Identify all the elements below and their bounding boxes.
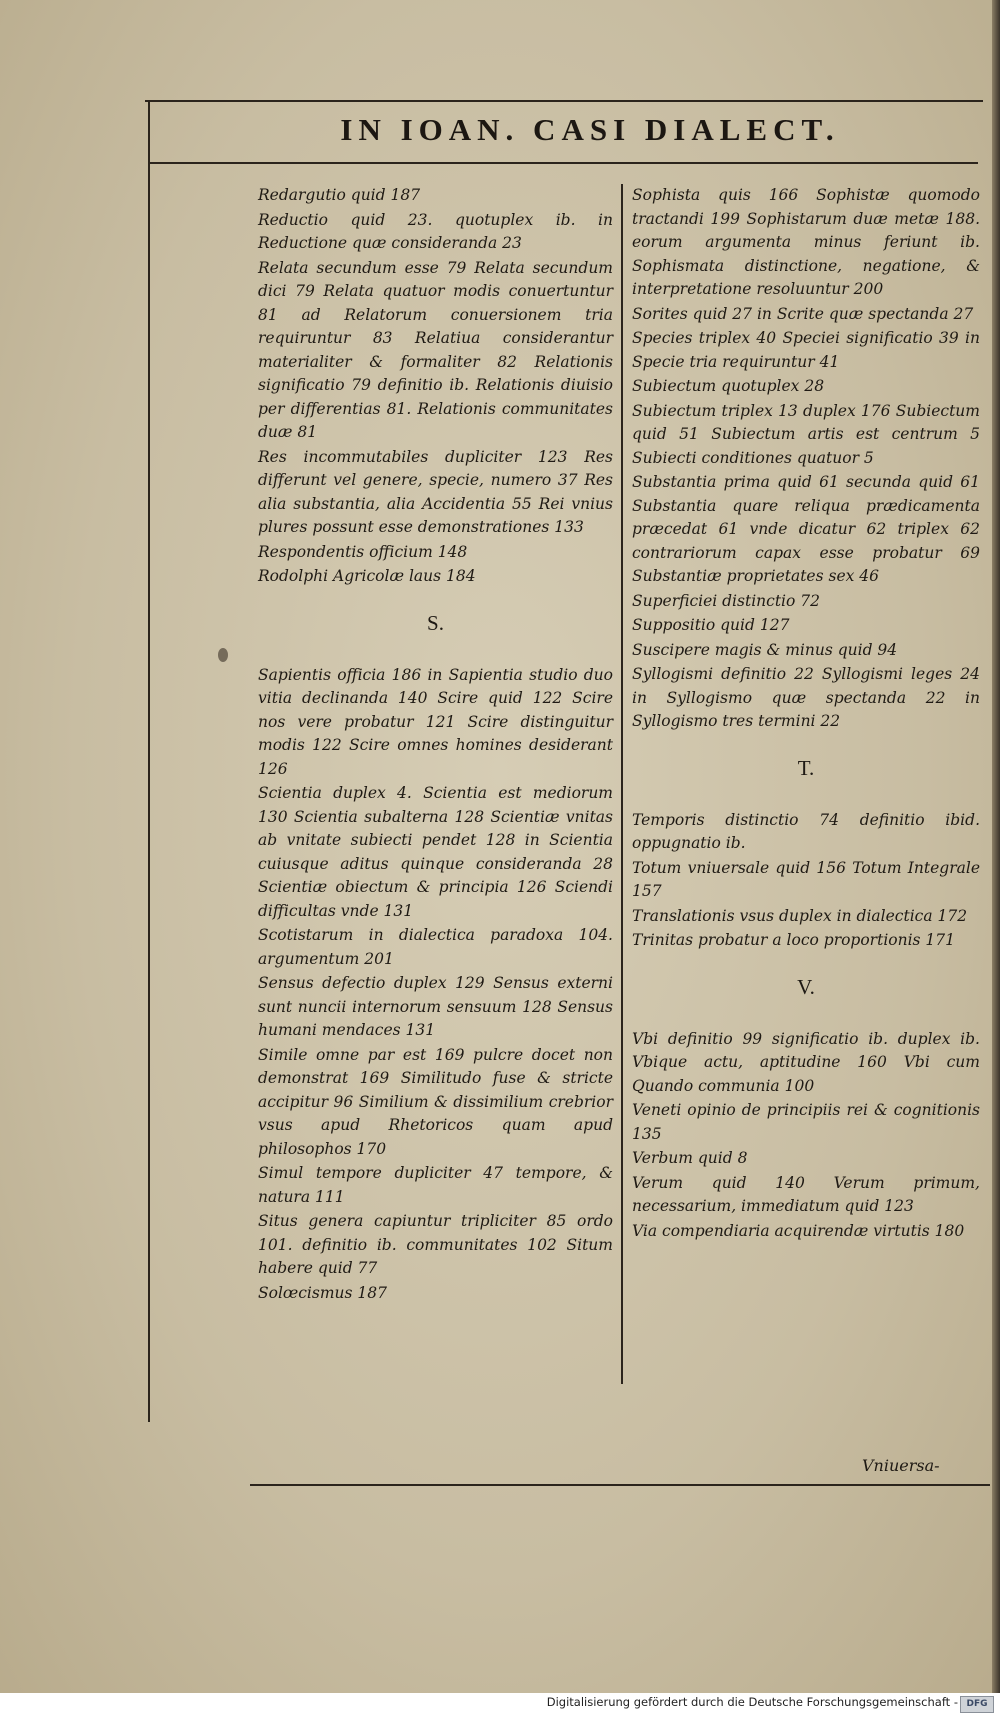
index-entry: Totum vniuersale quid 156 Totum Integrale 157 xyxy=(632,858,980,900)
index-entry: Sapientis officia 186 in Sapientia studio duo vitia declinanda 140 Scire quid 122 Scire nos vere probatur 121 Scire distinguitur modis 122 Scire omnes homines desiderant 126 xyxy=(258,665,613,778)
index-entry: Relata secundum esse 79 Relata secundum dici 79 Relata quatuor modis conuertuntur 81 ad Relatorum conuersionem tria requiruntur 83 Relatiua considerantur materialiter & formaliter 82 Relationis significatio 79 definitio ib. Relationis diuisio per differentias 81. Relationis communitates duæ 81 xyxy=(258,258,613,441)
index-entry: Reductio quid 23. quotuplex ib. in Reductione quæ consideranda 23 xyxy=(258,210,613,252)
right-column xyxy=(632,184,980,1244)
section-letter-v: V. xyxy=(797,974,815,999)
index-group-r xyxy=(258,184,613,589)
index-entry: Simul tempore dupliciter 47 tempore, & natura 111 xyxy=(258,1164,613,1206)
index-entry: Rodolphi Agricolæ laus 184 xyxy=(258,567,476,585)
top-rule xyxy=(145,100,983,102)
dfg-logo-icon[interactable]: DFG xyxy=(960,1696,994,1713)
index-group-s xyxy=(258,664,613,1306)
index-entry: Translationis vsus duplex in dialectica 172 xyxy=(632,906,968,925)
index-entry: Substantia prima quid 61 secunda quid 61 Substantia quare reliqua prædicamenta præcedat 61 vnde dicatur 62 triplex 62 contrariorum capax esse probatur 69 Substantiæ proprietates sex 46 xyxy=(632,473,980,585)
catchword: Vniuersa- xyxy=(862,1456,940,1475)
section-letter-s: S. xyxy=(427,610,444,635)
left-frame-rule xyxy=(148,100,150,1422)
index-entry: Trinitas probatur a loco proportionis 171 xyxy=(632,931,956,949)
running-head: IN IOAN. CASI DIALECT. xyxy=(340,112,840,147)
index-entry: Sorites quid 27 in Scrite quæ spectanda 27 xyxy=(632,304,974,323)
index-entry: Redargutio quid 187 xyxy=(258,186,421,204)
index-entry: Scotistarum in dialectica paradoxa 104. argumentum 201 xyxy=(258,926,613,968)
index-entry: Verbum quid 8 xyxy=(632,1149,748,1167)
index-entry: Sophista quis 166 Sophistæ quomodo tractandi 199 Sophistarum duæ metæ 188. eorum argumenta minus feriunt ib. Sophismata distinctione, negatione, & interpretatione resoluuntur 200 xyxy=(632,186,980,298)
index-group-t xyxy=(632,809,980,953)
index-entry: Species triplex 40 Speciei significatio 39 in Specie tria requiruntur 41 xyxy=(632,329,980,371)
index-entry: Suppositio quid 127 xyxy=(632,616,790,634)
index-entry: Solœcismus 187 xyxy=(258,1283,387,1302)
index-entry: Suscipere magis & minus quid 94 xyxy=(632,640,898,659)
index-entry: Res incommutabiles dupliciter 123 Res differunt vel genere, specie, numero 37 Res alia substantia, alia Accidentia 55 Rei vnius plures possunt esse demonstrationes 133 xyxy=(258,447,613,536)
index-entry: Superficiei distinctio 72 xyxy=(632,591,820,610)
index-entry: Sensus defectio duplex 129 Sensus externi sunt nuncii internorum sensuum 128 Sensus humani mendaces 131 xyxy=(258,974,613,1039)
bottom-rule xyxy=(250,1484,990,1486)
index-entry: Verum quid 140 Verum primum, necessarium, immediatum quid 123 xyxy=(632,1173,980,1215)
footer-credit: Digitalisierung gefördert durch die Deutsche Forschungsgemeinschaft - xyxy=(546,1695,958,1709)
ink-stain xyxy=(218,648,228,662)
header-rule xyxy=(148,162,978,164)
index-entry: Respondentis officium 148 xyxy=(258,542,468,561)
index-group-s-continued xyxy=(632,184,980,734)
digitization-footer xyxy=(0,1693,1000,1715)
section-letter-t: T. xyxy=(797,755,815,780)
index-entry: Temporis distinctio 74 definitio ibid. oppugnatio ib. xyxy=(632,810,980,852)
index-entry: Subiectum quotuplex 28 xyxy=(632,377,825,395)
index-entry: Simile omne par est 169 pulcre docet non demonstrat 169 Similitudo fuse & stricte accipitur 96 Similium & dissimilium crebrior vsus apud Rhetoricos quam apud philosophos 170 xyxy=(258,1045,613,1158)
index-entry: Syllogismi definitio 22 Syllogismi leges 24 in Syllogismo quæ spectanda 22 in Syllogismo tres termini 22 xyxy=(632,665,980,730)
index-group-v xyxy=(632,1028,980,1244)
left-column xyxy=(258,184,613,1306)
index-entry: Vbi definitio 99 significatio ib. duplex ib. Vbique actu, aptitudine 160 Vbi cum Quando communia 100 xyxy=(632,1029,980,1095)
index-entry: Subiectum triplex 13 duplex 176 Subiectum quid 51 Subiectum artis est centrum 5 Subiecti conditiones quatuor 5 xyxy=(632,401,980,467)
index-entry: Veneti opinio de principiis rei & cognitionis 135 xyxy=(632,1101,980,1143)
column-divider-rule xyxy=(621,184,623,1384)
index-entry: Situs genera capiuntur tripliciter 85 ordo 101. definitio ib. communitates 102 Situm habere quid 77 xyxy=(258,1212,613,1277)
index-entry: Via compendiaria acquirendæ virtutis 180 xyxy=(632,1221,965,1240)
index-entry: Scientia duplex 4. Scientia est mediorum 130 Scientia subalterna 128 Scientiæ vnitas ab vnitate subiecti pendet 128 in Scientia cuiusque aditus quinque consideranda 28 Scientiæ obiectum & principia 126 Sciendi difficultas vnde 131 xyxy=(258,784,613,920)
page-edge-shadow xyxy=(992,0,1000,1715)
